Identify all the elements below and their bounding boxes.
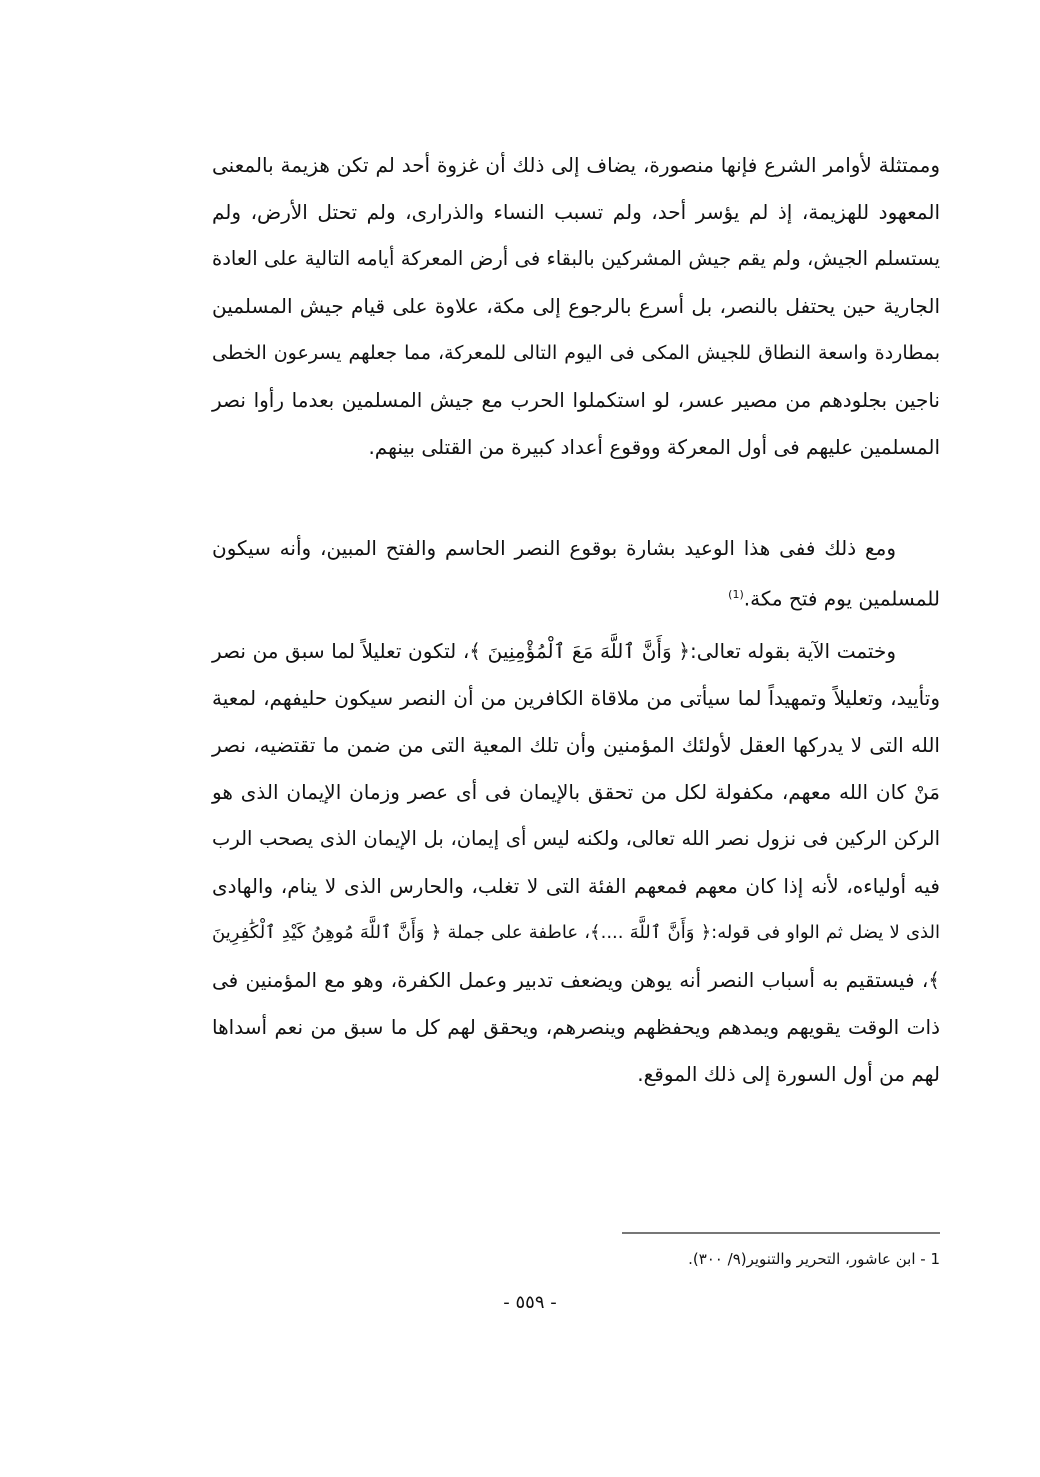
text-line: ذات الوقت يقويهم ويمدهم ويحفظهم وينصرهم، ويحقق لهم كل ما سبق من نعم أسداها <box>212 1015 940 1039</box>
text-line: المسلمين عليهم فى أول المعركة ووقوع أعداد كبيرة من القتلى بينهم. <box>368 435 940 459</box>
text-line: وتأييد، وتعليلاً وتمهيداً لما سيأتى من ملاقاة الكافرين من أن النصر سيكون حليفهم، لمعية <box>212 686 940 710</box>
text-line: لهم من أول السورة إلى ذلك الموقع. <box>637 1062 940 1086</box>
text-line: وممتثلة لأوامر الشرع فإنها منصورة، يضاف إلى ذلك أن غزوة أحد لم تكن هزيمة بالمعنى <box>212 153 940 177</box>
footnote: 1 - ابن عاشور، التحرير والتنوير(٩/ ٣٠٠). <box>688 1250 940 1268</box>
text-line-content: للمسلمين يوم فتح مكة. <box>743 586 940 611</box>
footnote-ref[interactable]: (1) <box>728 588 744 601</box>
text-line: بمطاردة واسعة النطاق للجيش المكى فى اليوم التالى للمعركة، مما جعلهم يسرعون الخطى <box>212 342 940 364</box>
text-line: فيه أولياءه، لأنه إذا كان معهم فمعهم الفئة التى لا تغلب، والحارس الذى لا ينام، والهادى <box>212 874 940 898</box>
text-line: ناجين بجلودهم من مصير عسر، لو استكملوا الحرب مع جيش المسلمين بعدما رأوا نصر <box>212 388 940 412</box>
text-line: الذى لا يضل ثم الواو فى قوله:﴿ وَأَنَّ ٱللَّهَ ....﴾، عاطفة على جملة ﴿ وَأَنَّ ٱللَّهَ مُوهِنُ كَيْدِ ٱلْكَٰفِرِينَ <box>212 922 940 943</box>
text-line: وختمت الآية بقوله تعالى:﴿ وَأَنَّ ٱللَّهَ مَعَ ٱلْمُؤْمِنِينَ ﴾، لتكون تعليلاً لما سبق من نصر <box>212 639 896 663</box>
footnote-divider <box>622 1232 940 1234</box>
text-line: ﴾، فيستقيم به أسباب النصر أنه يوهن ويضعف تدبير وعمل الكفرة، وهو مع المؤمنين فى <box>212 968 940 992</box>
text-line: يستسلم الجيش، ولم يقم جيش المشركين بالبقاء فى أرض المعركة أيامه التالية على العادة <box>212 247 940 270</box>
text-line: الجارية حين يحتفل بالنصر، بل أسرع بالرجوع إلى مكة، علاوة على قيام جيش المسلمين <box>212 294 940 318</box>
page-number: - ٥٥٩ - <box>503 1292 557 1313</box>
text-line: الركن الركين فى نزول نصر الله تعالى، ولكنه ليس أى إيمان، بل الإيمان الذى يصحب الرب <box>212 827 940 850</box>
text-line: المعهود للهزيمة، إذ لم يؤسر أحد، ولم تسبب النساء والذرارى، ولم تحتل الأرض، ولم <box>212 200 940 224</box>
text-line: مَنْ كان الله معهم، مكفولة لكل من تحقق بالإيمان فى أى عصر وزمان الإيمان الذى هو <box>212 780 940 804</box>
text-line: الله التى لا يدركها العقل لأولئك المؤمنين وأن تلك المعية التى من ضمن ما تقتضيه، نصر <box>212 733 940 757</box>
text-line <box>212 580 940 610</box>
text-line: ومع ذلك ففى هذا الوعيد بشارة بوقوع النصر الحاسم والفتح المبين، وأنه سيكون <box>212 536 896 560</box>
